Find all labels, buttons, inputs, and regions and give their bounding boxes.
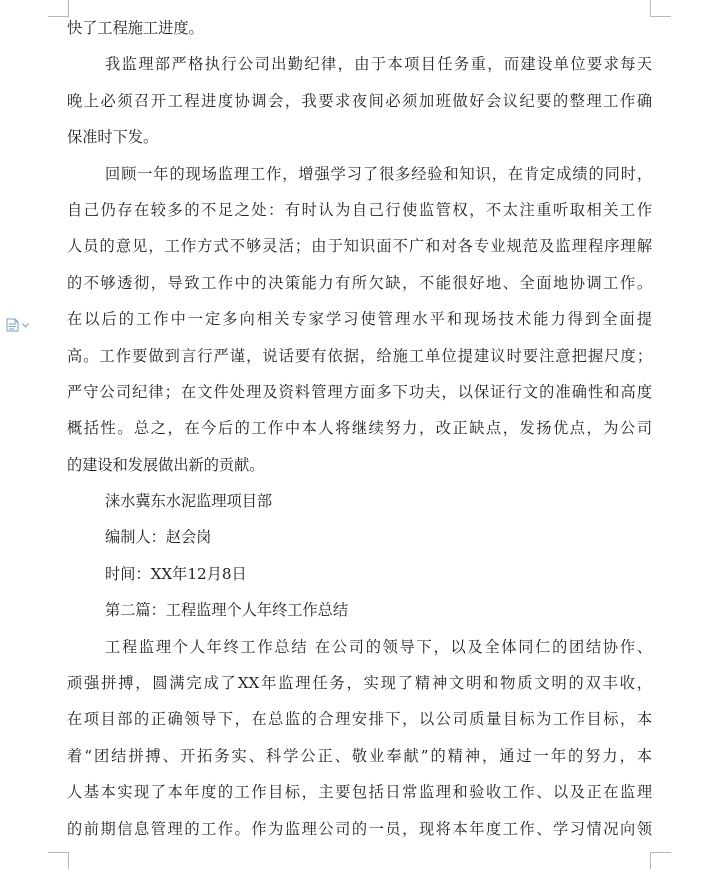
text-line: 高。工作要做到言行严谨，说话要有依据，给施工单位提建议时要注意把握尺度； — [67, 346, 652, 365]
text-line: 的不够透彻，导致工作中的决策能力有所欠缺，不能很好地、全面地协调工作。 — [67, 273, 652, 292]
signature-department: 涞水冀东水泥监理项目部 — [105, 492, 273, 511]
paragraph-options-icon — [6, 318, 19, 332]
text-line: 人基本实现了本年度的工作目标，主要包括日常监理和验收工作、以及正在监理 — [67, 783, 652, 802]
text-line: 顽强拼搏，圆满完成了XX年监理任务，实现了精神文明和物质文明的双丰收， — [67, 674, 652, 693]
text-line: 保准时下发。 — [67, 128, 159, 147]
text-line: 工程监理个人年终工作总结 在公司的领导下，以及全体同仁的团结协作、 — [105, 637, 652, 656]
section-heading: 第二篇：工程监理个人年终工作总结 — [105, 601, 348, 620]
text-line: 的前期信息管理的工作。作为监理公司的一员，现将本年度工作、学习情况向领 — [67, 819, 652, 838]
page-corner-mark-top-left — [48, 0, 69, 17]
paragraph-attendance — [67, 46, 652, 155]
text-line: 自己仍存在较多的不足之处：有时认为自己行使监管权，不太注重听取相关工作 — [67, 200, 652, 219]
text-line: 在以后的工作中一定多向相关专家学习使管理水平和现场技术能力得到全面提 — [67, 310, 652, 329]
page-corner-mark-bottom-left — [48, 852, 69, 869]
text-line: 快了工程施工进度。 — [67, 19, 204, 37]
paragraph-review — [67, 156, 652, 484]
chevron-down-icon — [22, 323, 29, 328]
text-line: 我监理部严格执行公司出勤纪律，由于本项目任务重，而建设单位要求每天 — [105, 55, 652, 74]
text-line: 着“团结拼搏、开拓务实、科学公正、敬业奉献”的精神，通过一年的努力，本 — [67, 746, 652, 765]
text-line: 回顾一年的现场监理工作，增强学习了很多经验和知识，在肯定成绩的同时， — [105, 164, 652, 183]
text-line: 的建设和发展做出新的贡献。 — [67, 455, 265, 474]
paragraph-continuation — [67, 10, 652, 46]
signature-date: 时间：XX年12月8日 — [105, 564, 247, 583]
page-corner-mark-bottom-right — [650, 852, 671, 869]
text-line: 在项目部的正确领导下，在总监的合理安排下，以公司质量目标为工作目标，本 — [67, 710, 652, 729]
paragraph-second-summary — [67, 629, 652, 847]
document-body — [67, 10, 652, 847]
text-line: 人员的意见，工作方式不够灵活；由于知识面不广和对各专业规范及监理程序理解 — [67, 237, 652, 256]
text-line: 晚上必须召开工程进度协调会，我要求夜间必须加班做好会议纪要的整理工作确 — [67, 91, 652, 110]
text-line: 严守公司纪律；在文件处理及资料管理方面多下功夫，以保证行文的准确性和高度 — [67, 382, 652, 401]
signature-author: 编制人：赵会岗 — [105, 528, 212, 547]
page-corner-mark-top-right — [650, 0, 671, 17]
text-line: 概括性。总之，在今后的工作中本人将继续努力，改正缺点，发扬优点，为公司 — [67, 419, 652, 438]
paragraph-options-button[interactable] — [6, 318, 32, 332]
